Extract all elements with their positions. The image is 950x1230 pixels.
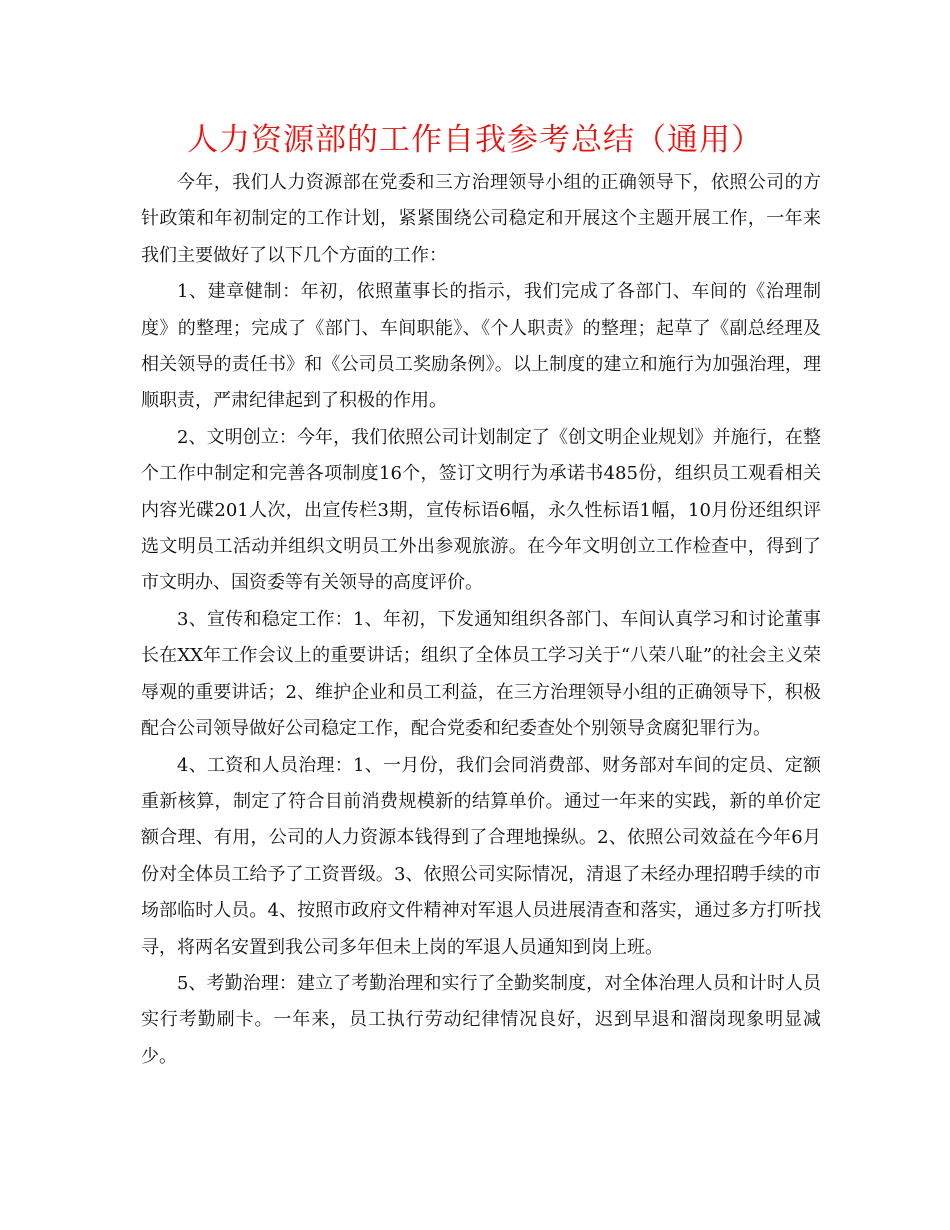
paragraph-intro: 今年，我们人力资源部在党委和三方治理领导小组的正确领导下，依照公司的方针政策和年初制定的工作计划，紧紧围绕公司稳定和开展这个主题开展工作，一年来我们主要做好了以下几个方面的工作：: [141, 172, 821, 266]
paragraph-civilization: 2、文明创立：今年，我们依照公司计划制定了《创文明企业规划》并施行，在整个工作中制定和完善各项制度16个，签订文明行为承诺书485份，组织员工观看相关内容光碟201人次，出宣传栏3期，宣传标语6幅，永久性标语1幅，10月份还组织评选文明员工活动并组织文明员工外出参观旅游。在今年文明创立工作检查中，得到了市文明办、国资委等有关领导的高度评价。: [141, 426, 821, 594]
paragraph-publicity-stability: 3、宣传和稳定工作：1、年初，下发通知组织各部门、车间认真学习和讨论董事长在XX年工作会议上的重要讲话；组织了全体员工学习关于“八荣八耻”的社会主义荣辱观的重要讲话；2、维护企业和员工利益，在三方治理领导小组的正确领导下，积极配合公司领导做好公司稳定工作，配合党委和纪委查处个别领导贪腐犯罪行为。: [141, 608, 821, 740]
paragraph-wages-personnel: 4、工资和人员治理：1、一月份，我们会同消费部、财务部对车间的定员、定额重新核算，制定了符合目前消费规模新的结算单价。通过一年来的实践，新的单价定额合理、有用，公司的人力资源本钱得到了合理地操纵。2、依照公司效益在今年6月份对全体员工给予了工资晋级。3、依照公司实际情况，清退了未经办理招聘手续的市场部临时人员。4、按照市政府文件精神对军退人员进展清查和落实，通过多方打听找寻，将两名安置到我公司多年但未上岗的军退人员通知到岗上班。: [141, 754, 821, 958]
paragraph-regulations: 1、建章健制：年初，依照董事长的指示，我们完成了各部门、车间的《治理制度》的整理；完成了《部门、车间职能》、《个人职责》的整理；起草了《副总经理及相关领导的责任书》和《公司员工奖励条例》。以上制度的建立和施行为加强治理，理顺职责，严肃纪律起到了积极的作用。: [141, 281, 821, 412]
document-body: [141, 165, 821, 1075]
paragraph-attendance: 5、考勤治理：建立了考勤治理和实行了全勤奖制度，对全体治理人员和计时人员实行考勤刷卡。一年来，员工执行劳动纪律情况良好，迟到早退和溜岗现象明显减少。: [141, 972, 821, 1067]
document-title: 人力资源部的工作自我参考总结（通用）: [187, 122, 763, 158]
